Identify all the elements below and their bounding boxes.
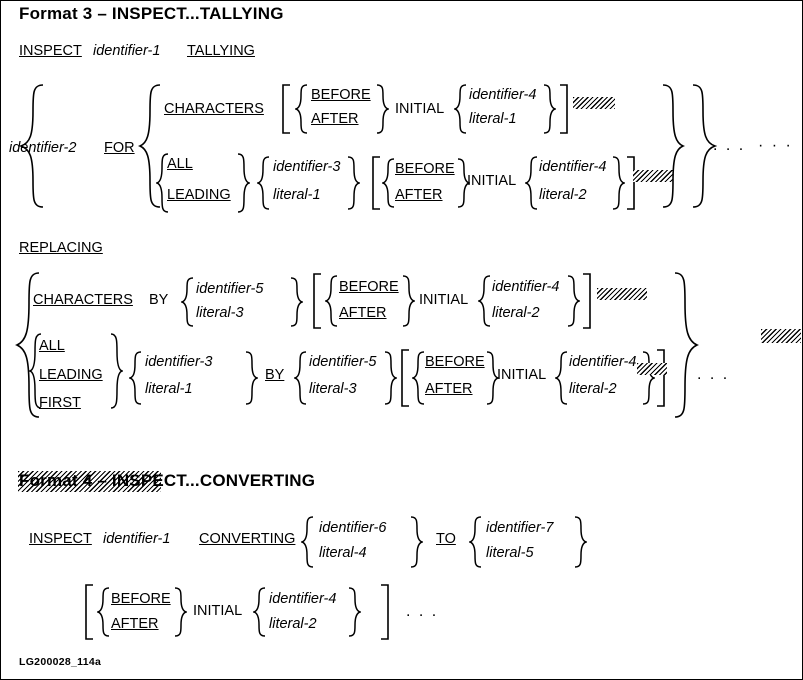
- tallying-operand-brace-open-b: [525, 156, 539, 210]
- for-keyword: FOR: [104, 140, 135, 156]
- replacing-initial-brace-open-b: [555, 351, 569, 405]
- before-keyword-b: BEFORE: [395, 161, 455, 177]
- hatched-marker-right-edge: [761, 329, 801, 343]
- literal-2-replacing-a: literal-2: [492, 305, 540, 321]
- hatched-marker-replacing-a: [597, 288, 647, 300]
- converting-target-brace-close: [573, 516, 587, 568]
- format3-title: Format 3 – INSPECT...TALLYING: [19, 4, 284, 23]
- replacing-optional-bracket-open-a: [311, 273, 323, 329]
- hatched-marker-replacing-b: [637, 363, 667, 375]
- by-keyword-b: BY: [265, 367, 285, 383]
- all-leading-first-brace-close: [109, 333, 123, 409]
- initial-keyword-b: INITIAL: [467, 173, 517, 189]
- identifier-6: identifier-6: [319, 520, 387, 536]
- leading-keyword-replacing: LEADING: [39, 367, 103, 383]
- first-keyword-replacing: FIRST: [39, 395, 81, 411]
- tallying-beforeafter-brace-open-b: [382, 158, 396, 208]
- literal-3-b: literal-3: [309, 381, 357, 397]
- initial-keyword-a: INITIAL: [395, 101, 445, 117]
- identifier3-literal1-brace-close: [346, 156, 360, 210]
- identifier-4-a: identifier-4: [469, 87, 537, 103]
- replacing-operand-brace-close-b: [383, 351, 397, 405]
- initial-keyword-f4: INITIAL: [193, 603, 243, 619]
- literal-1-tallying: literal-1: [273, 187, 321, 203]
- replacing-outer-right-brace: [673, 271, 699, 419]
- leading-keyword-tallying: LEADING: [167, 187, 231, 203]
- tallying-keyword: TALLYING: [187, 43, 255, 59]
- identifier-7: identifier-7: [486, 520, 554, 536]
- after-keyword-replacing-a: AFTER: [339, 305, 387, 321]
- converting-initial-brace-close: [347, 587, 361, 637]
- converting-ellipsis: . . .: [406, 603, 439, 620]
- identifier3-literal1-brace-open-replacing: [129, 351, 143, 405]
- figure-caption: LG200028_114a: [19, 656, 102, 668]
- to-keyword: TO: [436, 531, 456, 547]
- converting-optional-bracket-close: [379, 584, 391, 640]
- literal-3-a: literal-3: [196, 305, 244, 321]
- after-keyword-b: AFTER: [395, 187, 443, 203]
- before-keyword-replacing-a: BEFORE: [339, 279, 399, 295]
- literal-2-f4: literal-2: [269, 616, 317, 632]
- replacing-beforeafter-brace-close-a: [401, 275, 415, 327]
- tallying-optional-bracket-open-a: [280, 84, 292, 134]
- converting-operand-brace-close: [409, 516, 423, 568]
- initial-keyword-replacing-b: INITIAL: [497, 367, 547, 383]
- tallying-for-right-brace: [661, 83, 685, 209]
- after-keyword-a: AFTER: [311, 111, 359, 127]
- by-keyword-a: BY: [149, 292, 169, 308]
- identifier-3-replacing: identifier-3: [145, 354, 213, 370]
- before-keyword-f4: BEFORE: [111, 591, 171, 607]
- identifier-2: identifier-2: [9, 140, 77, 156]
- replacing-initial-brace-open-a: [478, 275, 492, 327]
- replacing-optional-bracket-open-b: [399, 349, 411, 407]
- tallying-optional-bracket-close-b: [625, 156, 637, 210]
- replacing-operand-brace-open-b: [294, 351, 308, 405]
- replacing-beforeafter-brace-open-a: [325, 275, 339, 327]
- tallying-optional-bracket-open-b: [370, 156, 382, 210]
- identifier-4-replacing-b: identifier-4: [569, 354, 637, 370]
- literal-1-a: literal-1: [469, 111, 517, 127]
- converting-keyword: CONVERTING: [199, 531, 296, 547]
- literal-2-b: literal-2: [539, 187, 587, 203]
- literal-4: literal-4: [319, 545, 367, 561]
- format4-title: Format 4 – INSPECT...CONVERTING: [19, 471, 316, 490]
- tallying-optional-bracket-close-a: [558, 84, 570, 134]
- converting-initial-brace-open: [253, 587, 267, 637]
- inspect-keyword-f3: INSPECT: [19, 43, 82, 59]
- identifier3-literal1-brace-open: [257, 156, 271, 210]
- converting-beforeafter-brace-close: [173, 587, 187, 637]
- literal-5: literal-5: [486, 545, 534, 561]
- converting-target-brace-open: [469, 516, 483, 568]
- tallying-inner-ellipsis: . . .: [713, 137, 746, 154]
- replacing-operand-brace-open-a: [181, 277, 195, 327]
- inspect-keyword-f4: INSPECT: [29, 531, 92, 547]
- initial-keyword-replacing-a: INITIAL: [419, 292, 469, 308]
- literal-2-replacing-b: literal-2: [569, 381, 617, 397]
- converting-beforeafter-brace-open: [97, 587, 111, 637]
- all-leading-brace-close: [236, 153, 250, 213]
- converting-operand-brace-open: [301, 516, 315, 568]
- identifier-1-f3: identifier-1: [93, 43, 161, 59]
- tallying-operand-brace-close-a: [542, 84, 556, 134]
- literal-1-replacing: literal-1: [145, 381, 193, 397]
- identifier-4-f4: identifier-4: [269, 591, 337, 607]
- characters-keyword-replacing: CHARACTERS: [33, 292, 133, 308]
- converting-optional-bracket-open: [83, 584, 95, 640]
- replacing-keyword: REPLACING: [19, 240, 103, 256]
- tallying-beforeafter-brace-close-a: [375, 84, 389, 134]
- after-keyword-replacing-b: AFTER: [425, 381, 473, 397]
- identifier-4-b: identifier-4: [539, 159, 607, 175]
- before-keyword-a: BEFORE: [311, 87, 371, 103]
- replacing-beforeafter-brace-open-b: [412, 351, 426, 405]
- tallying-operand-brace-close-b: [611, 156, 625, 210]
- replacing-ellipsis: . . .: [697, 366, 730, 383]
- tallying-beforeafter-brace-open-a: [295, 84, 309, 134]
- tallying-operand-brace-open-a: [454, 84, 468, 134]
- identifier-1-f4: identifier-1: [103, 531, 171, 547]
- hatched-marker-a: [573, 97, 615, 109]
- identifier-3-tallying: identifier-3: [273, 159, 341, 175]
- replacing-operand-brace-close-a: [289, 277, 303, 327]
- characters-keyword-tallying: CHARACTERS: [164, 101, 264, 117]
- identifier-5-b: identifier-5: [309, 354, 377, 370]
- identifier-4-replacing-a: identifier-4: [492, 279, 560, 295]
- before-keyword-replacing-b: BEFORE: [425, 354, 485, 370]
- all-keyword-tallying: ALL: [167, 156, 193, 172]
- identifier-5-a: identifier-5: [196, 281, 264, 297]
- after-keyword-f4: AFTER: [111, 616, 159, 632]
- tallying-outer-ellipsis: · · ·: [758, 137, 793, 154]
- replacing-initial-brace-close-a: [566, 275, 580, 327]
- all-keyword-replacing: ALL: [39, 338, 65, 354]
- identifier3-literal1-brace-close-replacing: [244, 351, 258, 405]
- replacing-optional-bracket-close-a: [581, 273, 593, 329]
